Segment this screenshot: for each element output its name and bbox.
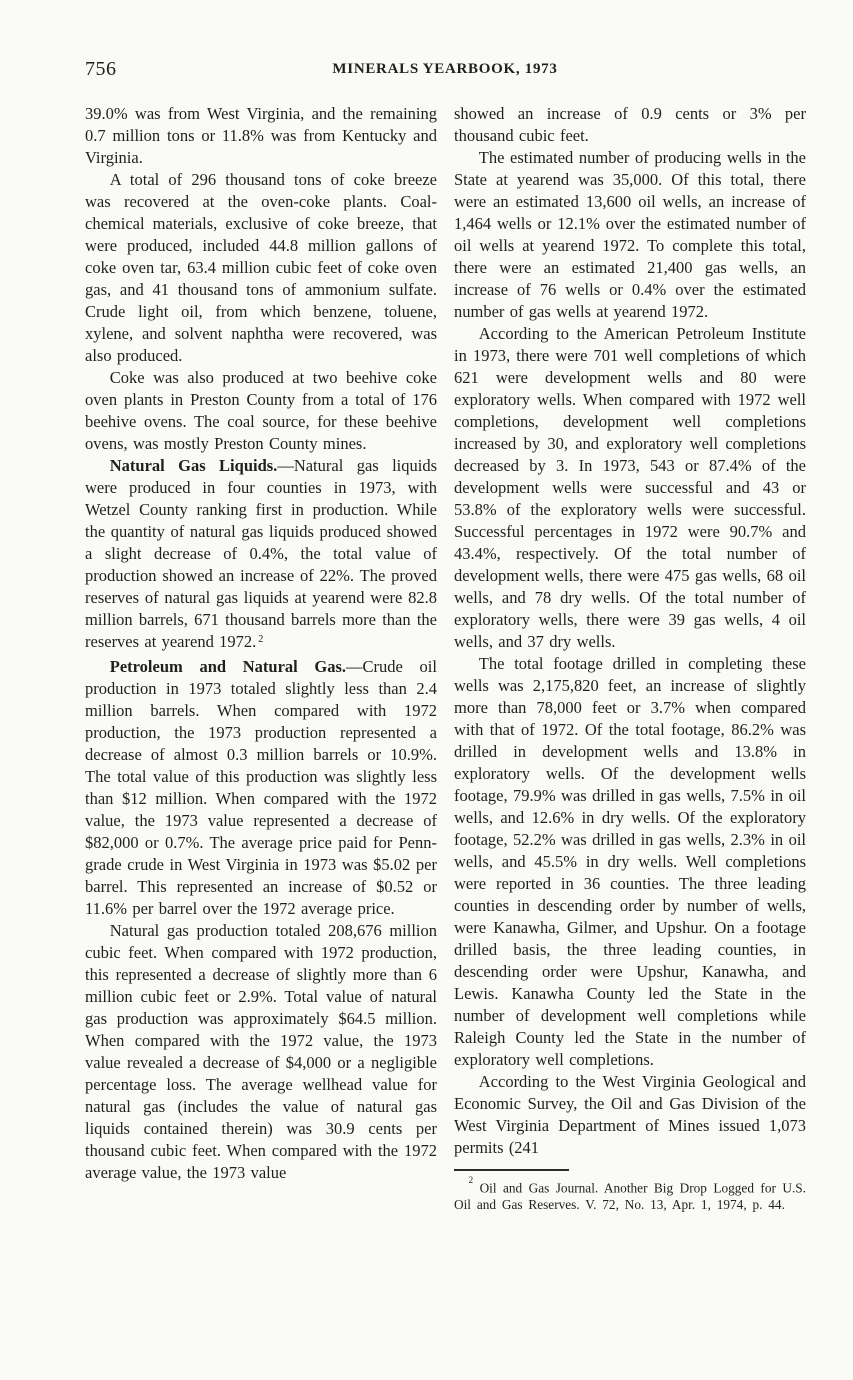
text-block [85,103,806,1213]
paragraph: The estimated number of producing wells in the State at yearend was 35,000. Of this total, there were an estimated 13,600 oil wells, an increase of 1,464 wells or 12.1% over the estimated number of oil wells at yearend 1972. To complete this total, there were an estimated 21,400 gas wells, an increase of 76 wells or 0.4% over the estimated number of gas wells at yearend 1972. [454,148,806,321]
paragraph-petroleum-natural-gas [85,656,437,920]
right-column [454,103,806,1213]
paragraph: The total footage drilled in completing these wells was 2,175,820 feet, an increase of slightly more than 78,000 feet or 3.7% when compared with that of 1972. Of the total footage, 86.2% was drilled in development wells and 13.8% in exploratory wells. Of the development wells footage, 79.9% was drilled in gas wells, 7.5% in oil wells, and 12.6% in dry wells. Of the exploratory footage, 52.2% was drilled in gas wells, 2.3% in oil wells, and 45.5% in dry wells. Well completions were reported in 36 counties. The three leading counties in descending order by number of wells, were Kanawha, Gilmer, and Upshur. On a footage drilled basis, the three leading counties, in descending order were Upshur, Kanawha, and Lewis. Kanawha County led the State in the number of development well completions while Raleigh County led the State in the number of exploratory well completions. [454,654,806,1069]
paragraph: Natural gas production totaled 208,676 million cubic feet. When compared with 1972 production, this represented a decrease of slightly more than 6 million cubic feet or 2.9%. Total value of natural gas production was approximately $64.5 million. When compared with the 1972 value, the 1973 value revealed a decrease of $4,000 or a negligible percentage loss. The average wellhead value for natural gas (includes the value of natural gas liquids contained therein) was 30.9 cents per thousand cubic feet. When compared with the 1972 average value, the 1973 value [85,921,437,1182]
paragraph: According to the West Virginia Geological and Economic Survey, the Oil and Gas Division of the West Virginia Department of Mines issued 1,073 permits (241 [454,1072,806,1157]
paragraph-continuation: showed an increase of 0.9 cents or 3% per thousand cubic feet. [454,104,806,145]
paragraph: According to the American Petroleum Institute in 1973, there were 701 well completions of which 621 were development wells and 80 were exploratory wells. When compared with 1972 well completions, development well completions increased by 30, and exploratory well completions decreased by 3. In 1973, 543 or 87.4% of the development wells were successful and 43 or 53.8% of the exploratory wells were successful. Successful percentages in 1972 were 90.7% and 43.4%, respectively. Of the total number of development wells, there were 475 gas wells, 68 oil wells, and 78 dry wells. Of the total number of exploratory wells, there were 39 gas wells, 4 oil wells, and 37 dry wells. [454,324,806,651]
left-column [85,103,437,1213]
paragraph-text: —Crude oil production in 1973 totaled slightly less than 2.4 million barrels. When compared with 1972 production, the 1973 production represented a decrease of almost 0.3 million barrels or 10.9%. The total value of this production was slightly less than $12 million. When compared with the 1972 value, the 1973 value represented a decrease of $82,000 or 0.7%. The average price paid for Penn-grade crude in West Virginia in 1973 was $5.02 per barrel. This represented an increase of $0.52 or 11.6% per barrel over the 1972 average price. [85,657,437,918]
footnote [454,1169,806,1213]
paragraph-continuation: 39.0% was from West Virginia, and the remaining 0.7 million tons or 11.8% was from Kentucky and Virginia. [85,104,437,167]
footnote-reference: 2 [258,634,264,646]
running-title: MINERALS YEARBOOK, 1973 [332,61,558,77]
paragraph: A total of 296 thousand tons of coke breeze was recovered at the oven-coke plants. Coal-chemical materials, exclusive of coke breeze, that were produced, included 44.8 million gallons of coke oven tar, 63.4 million cubic feet of coke oven gas, and 41 thousand tons of ammonium sulfate. Crude light oil, from which benzene, toluene, xylene, and solvent naphtha were recovered, was also produced. [85,170,437,365]
paragraph-text: —Natural gas liquids were produced in four counties in 1973, with Wetzel County ranking first in production. While the quantity of natural gas liquids produced showed a slight decrease of 0.4%, the total value of production showed an increase of 22%. The proved reserves of natural gas liquids at yearend were 82.8 million barrels, 671 thousand barrels more than the reserves at yearend 1972. [85,456,438,651]
footnote-citation: Oil and Gas Journal. Another Big Drop Logged for U.S. Oil and Gas Reserves. V. 72, No. 13, Apr. 1, 1974, p. 44. [454,1180,806,1212]
paragraph: Coke was also produced at two beehive coke oven plants in Preston County from a total of 176 beehive ovens. The coal source, for these beehive ovens, was mostly Preston County mines. [85,368,437,453]
paragraph-natural-gas-liquids [85,455,437,656]
footnote-marker: 2 [468,1175,474,1186]
footnote-divider [454,1169,569,1171]
section-heading-petroleum-and-natural-gas: Petroleum and Natural Gas. [109,657,347,676]
page-header [85,56,805,82]
section-heading-natural-gas-liquids: Natural Gas Liquids. [109,456,278,475]
footnote-text [454,1176,806,1213]
page-number: 756 [85,58,117,80]
